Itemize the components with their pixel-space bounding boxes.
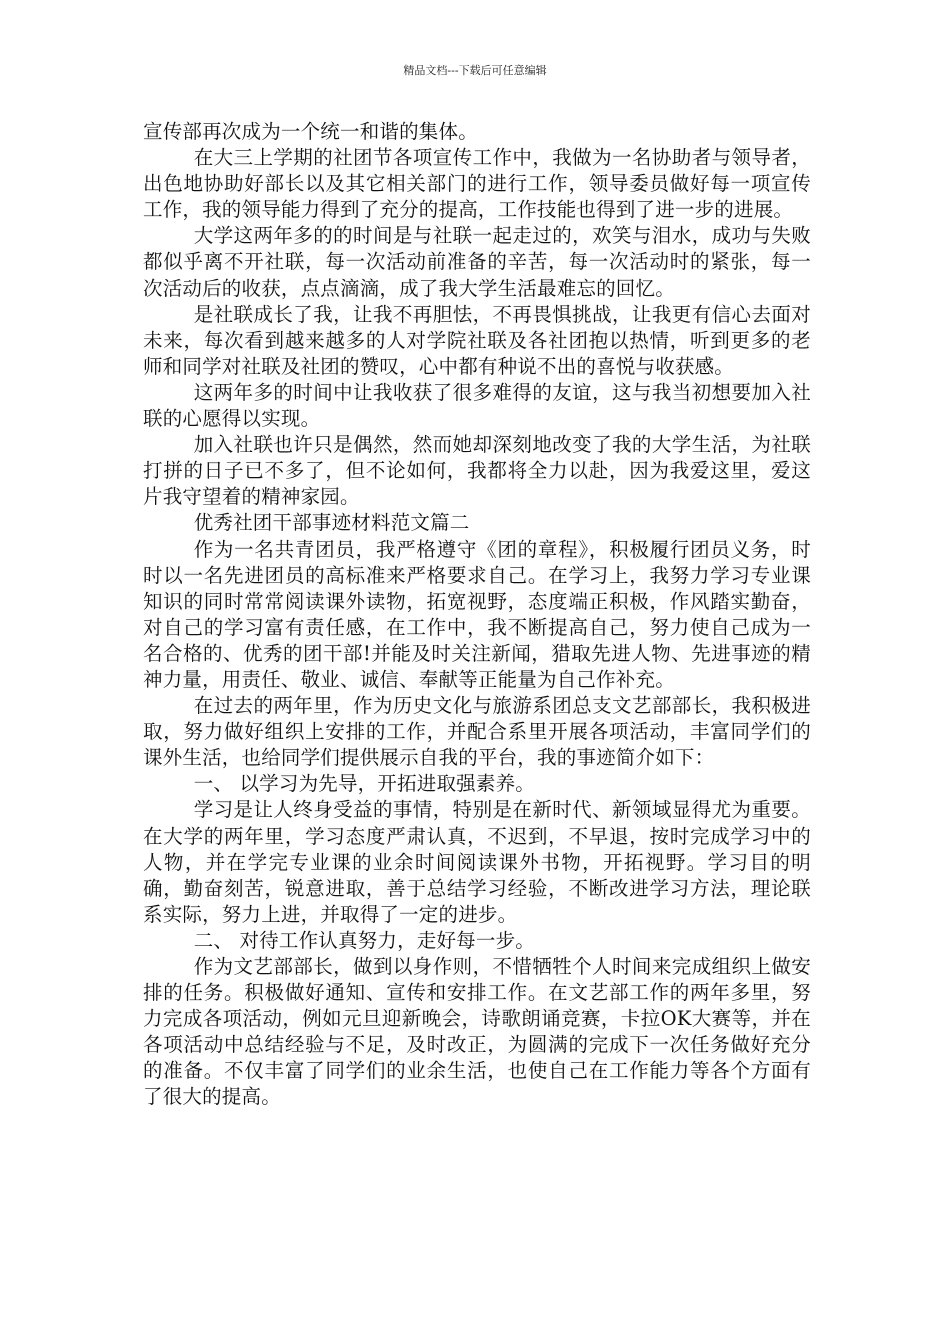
paragraph-10: 作为文艺部部长，做到以身作则，不惜牺牲个人时间来完成组织上做安排的任务。积极做好通知、宣传和安排工作。在文艺部工作的两年多里，努力完成各项活动，例如元旦迎新晚会，诗歌朗诵竞赛，卡拉OK大赛等，并在各项活动中总结经验与不足，及时改正，为圆满的完成下一次任务做好充分的准备。不仅丰富了同学们的业余生活，也使自己在工作能力等各个方面有了很大的提高。	[143, 955, 811, 1109]
paragraph-6: 加入社联也许只是偶然，然而她却深刻地改变了我的大学生活，为社联打拼的日子已不多了，但不论如何，我都将全力以赴，因为我爱这里，爱这片我守望着的精神家园。	[143, 433, 811, 509]
paragraph-7: 作为一名共青团员，我严格遵守《团的章程》，积极履行团员义务，时时以一名先进团员的高标准来严格要求自己。在学习上，我努力学习专业课知识的同时常常阅读课外读物，拓宽视野，态度端正积极，作风踏实勤奋，对自己的学习富有责任感，在工作中，我不断提高自己，努力使自己成为一名合格的、优秀的团干部!并能及时关注新闻，猎取先进人物、先进事迹的精神力量，用责任、敬业、诚信、奉献等正能量为自己作补充。	[143, 537, 811, 691]
heading-point-2: 二、 对待工作认真努力，走好每一步。	[193, 928, 535, 952]
paragraph-4: 是社联成长了我，让我不再胆怯，不再畏惧挑战，让我更有信心去面对未来，每次看到越来越多的人对学院社联及各社团抱以热情，听到更多的老师和同学对社联及社团的赞叹，心中都有种说不出的喜悦与收获感。	[143, 302, 811, 378]
paragraph-3: 大学这两年多的的时间是与社联一起走过的，欢笑与泪水，成功与失败都似乎离不开社联，每一次活动前准备的辛苦，每一次活动时的紧张，每一次活动后的收获，点点滴滴，成了我大学生活最难忘的回忆。	[143, 224, 811, 300]
document-body	[143, 119, 811, 1111]
section-title: 优秀社团干部事迹材料范文篇二	[193, 511, 470, 535]
page-header: 精品文档---下载后可任意编辑	[403, 64, 547, 77]
heading-point-1: 一、 以学习为先导，开拓进取强素养。	[193, 772, 535, 796]
paragraph-1: 宣传部再次成为一个统一和谐的集体。	[143, 120, 478, 143]
paragraph-9: 学习是让人终身受益的事情，特别是在新时代、新领域显得尤为重要。在大学的两年里，学习态度严肃认真，不迟到，不早退，按时完成学习中的人物，并在学完专业课的业余时间阅读课外书物，开拓视野。学习目的明确，勤奋刻苦，锐意进取，善于总结学习经验，不断改进学习方法，理论联系实际，努力上进，并取得了一定的进步。	[143, 798, 811, 926]
paragraph-5: 这两年多的时间中让我收获了很多难得的友谊，这与我当初想要加入社联的心愿得以实现。	[143, 380, 811, 431]
paragraph-2: 在大三上学期的社团节各项宣传工作中，我做为一名协助者与领导者，出色地协助好部长以及其它相关部门的进行工作，领导委员做好每一项宣传工作，我的领导能力得到了充分的提高，工作技能也得到了进一步的进展。	[143, 146, 811, 222]
paragraph-8: 在过去的两年里，作为历史文化与旅游系团总支文艺部部长，我积极进取，努力做好组织上安排的工作，并配合系里开展各项活动，丰富同学们的课外生活，也给同学们提供展示自我的平台，我的事迹简介如下：	[143, 694, 811, 770]
